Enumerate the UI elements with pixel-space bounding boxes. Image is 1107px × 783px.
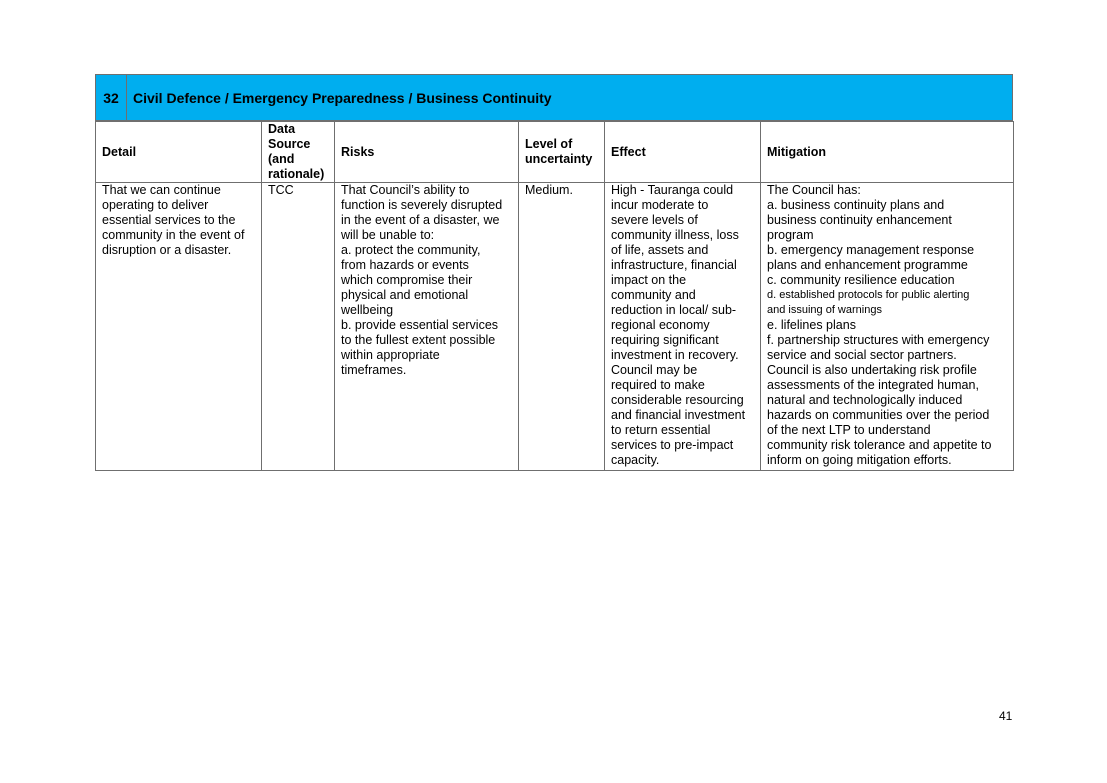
risks-line: physical and emotional (341, 288, 469, 302)
effect-line: requiring significant (611, 333, 719, 347)
table-row (96, 183, 1014, 471)
effect-line: Council may be (611, 363, 698, 377)
detail-line: community in the event of (102, 228, 245, 242)
effect-line: considerable resourcing (611, 393, 744, 407)
detail-table (95, 121, 1014, 471)
mitigation-line: a. business continuity plans and (767, 198, 945, 212)
effect-line: community illness, loss (611, 228, 739, 242)
risks-line: will be unable to: (341, 228, 435, 242)
effect-line: investment in recovery. (611, 348, 739, 362)
column-header-data-source (262, 122, 335, 183)
mitigation-line: service and social sector partners. (767, 348, 957, 362)
column-header-uncertainty: Level of uncertainty (519, 122, 605, 183)
risks-cell (335, 183, 519, 471)
detail-line: disruption or a disaster. (102, 243, 232, 257)
mitigation-line: community risk tolerance and appetite to (767, 438, 992, 452)
mitigation-line: The Council has: (767, 183, 861, 197)
mitigation-line: business continuity enhancement (767, 213, 952, 227)
effect-line: services to pre-impact (611, 438, 734, 452)
mitigation-line: f. partnership structures with emergency (767, 333, 990, 347)
effect-line: regional economy (611, 318, 710, 332)
effect-line: and financial investment (611, 408, 746, 422)
detail-line: essential services to the (102, 213, 236, 227)
uncertainty-cell (519, 183, 605, 471)
column-header-mitigation: Mitigation (761, 122, 1014, 183)
effect-line: community and (611, 288, 696, 302)
data-source-cell (262, 183, 335, 471)
risks-line: within appropriate (341, 348, 440, 362)
column-header-effect: Effect (605, 122, 761, 183)
mitigation-line: d. established protocols for public alerting (767, 289, 970, 301)
mitigation-line: Council is also undertaking risk profile (767, 363, 977, 377)
risks-line: function is severely disrupted (341, 198, 503, 212)
column-header-row (96, 122, 1014, 183)
section-header (95, 74, 1013, 121)
effect-line: to return essential (611, 423, 711, 437)
mitigation-line: natural and technologically induced (767, 393, 963, 407)
data-source-value: TCC (268, 183, 294, 197)
detail-line: That we can continue (102, 183, 221, 197)
column-header-risks: Risks (335, 122, 519, 183)
effect-cell (605, 183, 761, 471)
effect-line: of life, assets and (611, 243, 709, 257)
mitigation-line: assessments of the integrated human, (767, 378, 979, 392)
detail-line: operating to deliver (102, 198, 209, 212)
uncertainty-value: Medium. (525, 183, 573, 197)
mitigation-line: hazards on communities over the period (767, 408, 990, 422)
risks-line: b. provide essential services (341, 318, 499, 332)
mitigation-line: plans and enhancement programme (767, 258, 968, 272)
effect-line: impact on the (611, 273, 687, 287)
risks-line: which compromise their (341, 273, 473, 287)
column-header-detail: Detail (96, 122, 262, 183)
mitigation-cell (761, 183, 1014, 471)
data-source-header-text: Data Source (and rationale) (268, 122, 325, 181)
effect-line: capacity. (611, 453, 660, 467)
risks-line: from hazards or events (341, 258, 469, 272)
risks-line: That Council’s ability to (341, 183, 470, 197)
detail-cell (96, 183, 262, 471)
section-number: 32 (96, 75, 127, 120)
mitigation-line: and issuing of warnings (767, 304, 882, 316)
effect-line: severe levels of (611, 213, 698, 227)
mitigation-line: e. lifelines plans (767, 318, 856, 332)
mitigation-line: b. emergency management response (767, 243, 975, 257)
effect-line: High - Tauranga could (611, 183, 734, 197)
section-title: Civil Defence / Emergency Preparedness / Business Continuity (133, 89, 552, 106)
effect-line: infrastructure, financial (611, 258, 737, 272)
risk-table (95, 74, 1013, 471)
mitigation-line: c. community resilience education (767, 273, 955, 287)
risks-line: wellbeing (341, 303, 394, 317)
effect-line: incur moderate to (611, 198, 709, 212)
risks-line: to the fullest extent possible (341, 333, 496, 347)
page-number: 41 (999, 709, 1013, 723)
effect-line: required to make (611, 378, 705, 392)
risks-line: a. protect the community, (341, 243, 481, 257)
risks-line: in the event of a disaster, we (341, 213, 500, 227)
risks-line: timeframes. (341, 363, 407, 377)
effect-line: reduction in local/ sub- (611, 303, 737, 317)
mitigation-line: of the next LTP to understand (767, 423, 931, 437)
mitigation-line: inform on going mitigation efforts. (767, 453, 952, 467)
mitigation-line: program (767, 228, 814, 242)
